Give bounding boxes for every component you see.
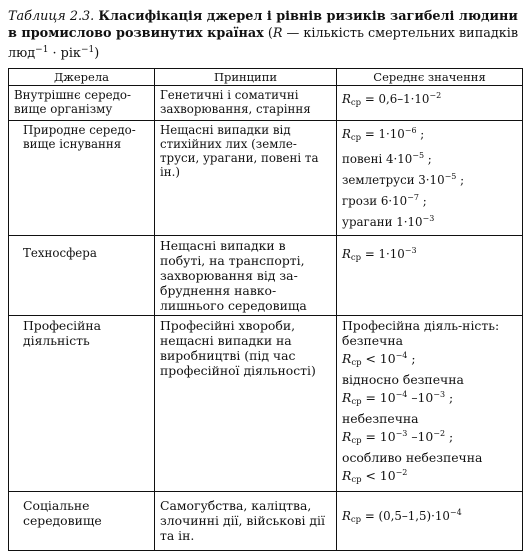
value-line: Rср = $10^{-4}$ $-10^{-3}$ ; <box>342 390 454 407</box>
value-line: повені $4\cdot 10^{-5}$ ; <box>342 151 432 166</box>
cell-source: Професійна діяльність <box>9 316 155 492</box>
value-line: Rср < $10^{-2}$ <box>342 468 408 485</box>
table-header-row <box>9 69 523 86</box>
cell-values <box>337 492 523 551</box>
table-row <box>9 316 523 492</box>
value-line: Rср = $0,6-1\cdot 10^{-2}$ <box>342 91 442 108</box>
value-line: грози $6\cdot 10^{-7}$ ; <box>342 193 427 208</box>
cell-principle: Нещасні випадки від стихійних лих (земле-труси, урагани, повені та ін.) <box>155 121 337 236</box>
cell-source: Природне середо-вище існування <box>9 121 155 236</box>
header-source: Джерела <box>9 69 155 86</box>
cell-source: Внутрішнє середо-вище організму <box>9 86 155 121</box>
value-line: Rср = $(0,5-1,5)\cdot 10^{-4}$ <box>342 508 462 525</box>
table-row <box>9 236 523 316</box>
value-line: землетруси $3\cdot 10^{-5}$ ; <box>342 172 465 187</box>
cell-values <box>337 121 523 236</box>
values-intro: Професійна діяль-ність: <box>342 318 500 333</box>
value-line: Rср = $1\cdot 10^{-3}$ <box>342 246 417 263</box>
cell-source: Техносфера <box>9 236 155 316</box>
table-caption <box>8 8 522 62</box>
table-row <box>9 492 523 551</box>
cell-principle: Самогубства, каліцтва, злочинні дії, військові дії та ін. <box>155 492 337 551</box>
value-line: Rср < $10^{-4}$ ; <box>342 351 416 368</box>
cell-values: Професійна діяль-ність: безпечна Rср < $10^{-4}$ ; відносно безпечна Rср = $10^{-4}$ $-10^{-3}$ ; небезпечна Rср = $10^{-3}$ $-10^{-2}$ ; особливо небезпечна Rср < $10^{-2}$ <box>337 316 523 492</box>
header-average: Середнє значення <box>337 69 523 86</box>
table-row <box>9 86 523 121</box>
cell-principle: Нещасні випадки в побуті, на транспорті, захворювання від за-бруднення навко-лишнього середовища <box>155 236 337 316</box>
table-row <box>9 121 523 236</box>
table-number: Таблиця 2.3. <box>8 9 95 24</box>
value-line: урагани $1\cdot 10^{-3}$ <box>342 214 435 229</box>
cell-principle: Професійні хвороби, нещасні випадки на виробництві (під час професійної діяльності) <box>155 316 337 492</box>
cell-principle: Генетичні і соматичні захворювання, старіння <box>155 86 337 121</box>
cell-values <box>337 86 523 121</box>
cell-values <box>337 236 523 316</box>
caption-note: (R — кількість смертельних випадків люд$^{-1}$ · рік$^{-1}$) <box>8 26 519 61</box>
cell-source: Соціальне середовище <box>9 492 155 551</box>
risk-table <box>8 68 523 551</box>
value-line: Rср = $1\cdot 10^{-6}$ ; <box>342 126 425 143</box>
value-line: Rср = $10^{-3}$ $-10^{-2}$ ; <box>342 429 454 446</box>
table-title: Класифікація джерел і рівнів ризиків загибелі людини в промислово розвинутих країнах <box>8 9 518 41</box>
header-principle: Принципи <box>155 69 337 86</box>
